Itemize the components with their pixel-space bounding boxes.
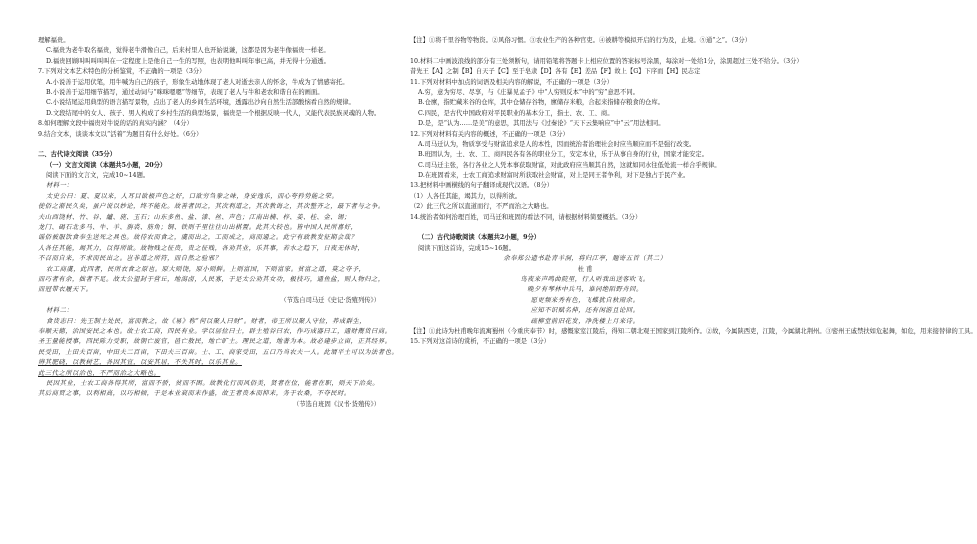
right-text-line: C.四民，是古代中国政府对平民职业的基本分工，指士、农、工、商。 (418, 109, 614, 117)
left-text-line: 材料二： (46, 307, 74, 315)
right-text-line: B.仓廪，指贮藏米谷的仓库，其中仓储存谷物，廪储存米粮，合起来指储存粮食的仓库。 (418, 99, 664, 107)
left-text-line: B.小说善于运用细节描写，通过动词与“咪咪嗯嗯”等细节，表现了老人与牛和老农和谐自在的画面。 (46, 88, 324, 96)
right-text-line: （1）人各任其能，竭其力，以得所欲。 (410, 192, 522, 200)
right-text-line: （二）古代诗歌阅读（本题共2小题，9分） (418, 234, 541, 242)
right-text-line (410, 46, 760, 56)
left-text-line: 奉顺天德，治国安民之本也。故士农工商，四民有业。学以居位曰士，辟土殖谷曰农，作巧成器曰工，通财鬻货曰商。 (38, 327, 392, 335)
left-text-line: C.小说结尾运用典型的语言描写景物，点出了老人的乡间生活环境，透露出沙向自然生活部酸恼看自然的规律。 (46, 99, 355, 107)
right-text-line: 鸟夜来声鸣曲院里，行人听我出送客吹飞。 (520, 275, 650, 283)
left-text-line: D.文段结尾中的女人、孩子、男人构成了乡村生活的典型场景，福贵是一个根据反映一代人，又能代表民族灵魂的人物。 (46, 109, 381, 117)
left-text-line: 7.下列对文本艺术特色的分析鉴赏，不正确的一项是（3分） (38, 68, 206, 76)
left-column (38, 36, 399, 410)
right-text-line: 杜 甫 (577, 265, 593, 273)
left-text-line: 民受田，上田夫百亩，中田夫二百亩，下田夫三百亩。士、工、商家受田，五口乃当农夫一人。此谓平土可以为法者也。 (38, 348, 399, 356)
left-text-line: 使俗之渐民久矣，虽户说以妙论，终不能化。故善者因之，其次利道之，其次教诲之，其次整齐之，最下者与之争。 (38, 203, 385, 211)
left-text-line: 夫山西饶材、竹、谷、纑、旄、玉石；山东多鱼、盐、漆、丝、声色；江南出楠、梓、姜、桂、金、锡； (38, 213, 351, 221)
left-text-line: 9.结合文本，谈谈本文以“活着”为题目有什么好处。（6分） (38, 130, 203, 138)
left-text-line: 食货志曰：先王制土处民，富而教之，故《易》称“何以聚人曰财”。财者，帝王所以聚人守位，养成群生， (46, 317, 367, 325)
left-text-line: 人各任其能，竭其力，以得所欲。故物贱之征贵，贵之征贱，各劝其业，乐其事，若水之趋下，日夜无休时， (38, 244, 365, 252)
left-text-line: C.福贵为老牛取名福贵，觉得老牛滑像自己，后来村里人也开始说谦，这都是因为老牛像福贵一样老。 (46, 47, 330, 55)
right-text-line (410, 223, 760, 233)
right-text-line: 阅读下面这首诗，完成15~16题。 (418, 244, 515, 252)
left-text-line: （节选自班固《汉书·货殖传》） (292, 400, 380, 408)
left-text-line: 民因其业，士农工商各得其所，富而不骄，贫而不困。故教化行而风俗美，贤者在位，能者在职，则天下治矣。 (46, 379, 380, 387)
right-text-line: 应知不识赋名伸，还有闲游且论回。 (530, 307, 640, 315)
right-text-line: 疏柳堂前旧花发，净洗楼上月来诗。 (530, 317, 640, 325)
right-text-line: 13.把材料中画横线的句子翻译成现代汉语。（8分） (410, 182, 554, 190)
right-text-line: 余奉郑公遗书赴青羊洞，将归江亭，题寄五首（其二） (503, 255, 667, 263)
right-text-line: 愿更频来秀有色，飞蝶犹自秋雨余。 (530, 296, 640, 304)
right-text-line: A.司马迁认为，物质享受与财富追求是人的本性，因而统治者治理社会时应当顺应而不是强行改变。 (418, 140, 696, 148)
right-text-line: 15.下列对这首诗的赏析，不正确的一项是（3分） (410, 338, 550, 346)
left-text-line: （节选自司马迁《史记·货殖列传》） (280, 296, 380, 304)
left-text-line: 理解福贵。 (38, 37, 70, 44)
left-text-line: 而冠带衣履天下。 (38, 286, 93, 294)
left-text-line: 农工商虞，此四者，民所衣食之原也。原大则饶，原小则鲜。上则富国，下则富家。贫富之道，莫之夺予， (46, 265, 366, 273)
right-text-line: 12.下列对材料有关内容的概述，不正确的一项是（3分） (410, 130, 569, 138)
right-text-line: 【注】①将千里谷物等物资。②风俗习惯。③农业生产的各种官吏。④被耕等模拟开启的行为及，止境。⑤通“之”。（3分） (410, 37, 752, 44)
right-text-line: B.班固认为，士、农、工、商四民各有各的职业分工，安定本业，乐于从事自身的行业，国家才能安定。 (418, 151, 708, 159)
left-text-line (38, 140, 386, 150)
right-column (410, 36, 977, 348)
left-text-line: 太史公曰：夏、夏以来，人耳目欲极声色之好，口欲穷刍豢之味，身安逸乐，而心夸矜势能之荣。 (46, 192, 339, 200)
left-text-line: 而巧者有余，拙者不足。故太公望封于营丘，地潟卤，人民寡，于是太公劝其女功，极技巧，通鱼盐，则人物归之， (38, 275, 385, 283)
right-text-line: 10.材料二中画波浪线的部分有三处须断句，请用铅笔将答题卡上相应位置的答案标号涂黑，每涂对一处给1分，涂黑超过三处不给分。（3分） (410, 57, 803, 65)
left-text-line: 阅读下面的文言文，完成10~14题。 (46, 172, 150, 180)
right-text-line: A.穷，意为穷尽、尽享，与《庄暴见孟子》中“人穷则反本”中的“穷”意思不同。 (418, 88, 639, 96)
right-text-line: 【注】①此诗为杜甫晚年流寓蜀州（今重庆奉节）时，感慨家室江陵后，得知二朝北观王国家到江陵所作。②故，今属陕西吏，江陵，今属湖北荆州。③密州王戚禁扶如危起舞，如危，用来接替律的工具。 (410, 327, 977, 335)
left-text-line: A.小说善于运用伏笔，用牛喊为自己的孩子，形象生动地体现了老人对逝去亲人的怀念，牛成为了情感寄托。 (46, 78, 349, 86)
right-text-line: 11.下列对材料中加点的词语及相关内容的解说，不正确的一项是（3分） (410, 78, 613, 86)
right-text-line: （2）此三代之所以直道而行，不严而治之大略也。 (410, 203, 553, 211)
left-text-line: 二、古代诗文阅读（35分） (38, 151, 117, 159)
left-text-line: 龙门、碣石北多马、牛、羊、旃裘、筋角；铜、铁则千里往往山出棋置。此其大较也。皆中国人民所喜好， (38, 224, 358, 232)
left-text-line: 辨其肥硗，以教树艺，各因其宜，以安其居，不失其时，以乐其业。 (38, 359, 242, 367)
left-text-line: 谣俗被服饮食奉生送死之具也。故待农而食之，虞而出之，工而成之，商而通之。此宁有政教发征期会哉？ (38, 234, 358, 242)
left-text-line: 不召而自来，不求而民出之。岂非道之所符，而自然之验邪？ (38, 255, 222, 263)
left-text-line: 此三代之所以治也，不严而治之大略也。 (38, 369, 161, 377)
right-text-line: 晚夕有琴林中兵马，谁同绝陌野舟回。 (527, 286, 643, 294)
right-text-line: C.司马迁主张，各行各业之人凭本事获取财富，对此政府应当顺其自然，这就如同水往低处流一样合乎规律。 (418, 161, 721, 169)
left-text-line: 其后商贾之事，以利相高，以巧相倾，于是本业衰而末作盛，故王者贵本而抑末，务于农桑，不夺民时。 (38, 390, 351, 398)
right-text-line: 昔先王【A】之制【B】自天子【C】至于皂隶【D】各有【E】差品【F】故上【G】下序而【H】民志定 (410, 68, 701, 76)
left-text-line: 8.如何理解文段中福贵对牛说的话的真实内涵？（4分） (38, 120, 193, 128)
right-text-line: 14.统治者如何治理百姓，司马迁和班固的看法不同，请根据材料简要概括。（3分） (410, 213, 642, 221)
right-text-line: D.在班固看来，士农工商追求财富时所获取社会财富，对上是同王者争利，对下是独占于民产业。 (418, 172, 690, 180)
left-text-line: D.福贵回顾叫叫叫叫叫在一定程度上是他自己一生的写照，也表明他叫叫年事已高，并无得十分通透。 (46, 57, 330, 65)
left-text-line: 材料一： (46, 182, 74, 190)
left-text-line: （一）文言文阅读（本题共5小题，20分） (46, 161, 167, 169)
left-text-line: 圣王量能授事，四民陈力受职，故朝亡废官，邑亡敖民，地亡旷土。理民之道，地著为本。故必建步立亩，正其经界。 (38, 338, 392, 346)
right-text-line: D.是，是“认为……是美”的意思，其用法与《过秦论》“天下云集响应”中“云”用法相同。 (418, 120, 665, 128)
